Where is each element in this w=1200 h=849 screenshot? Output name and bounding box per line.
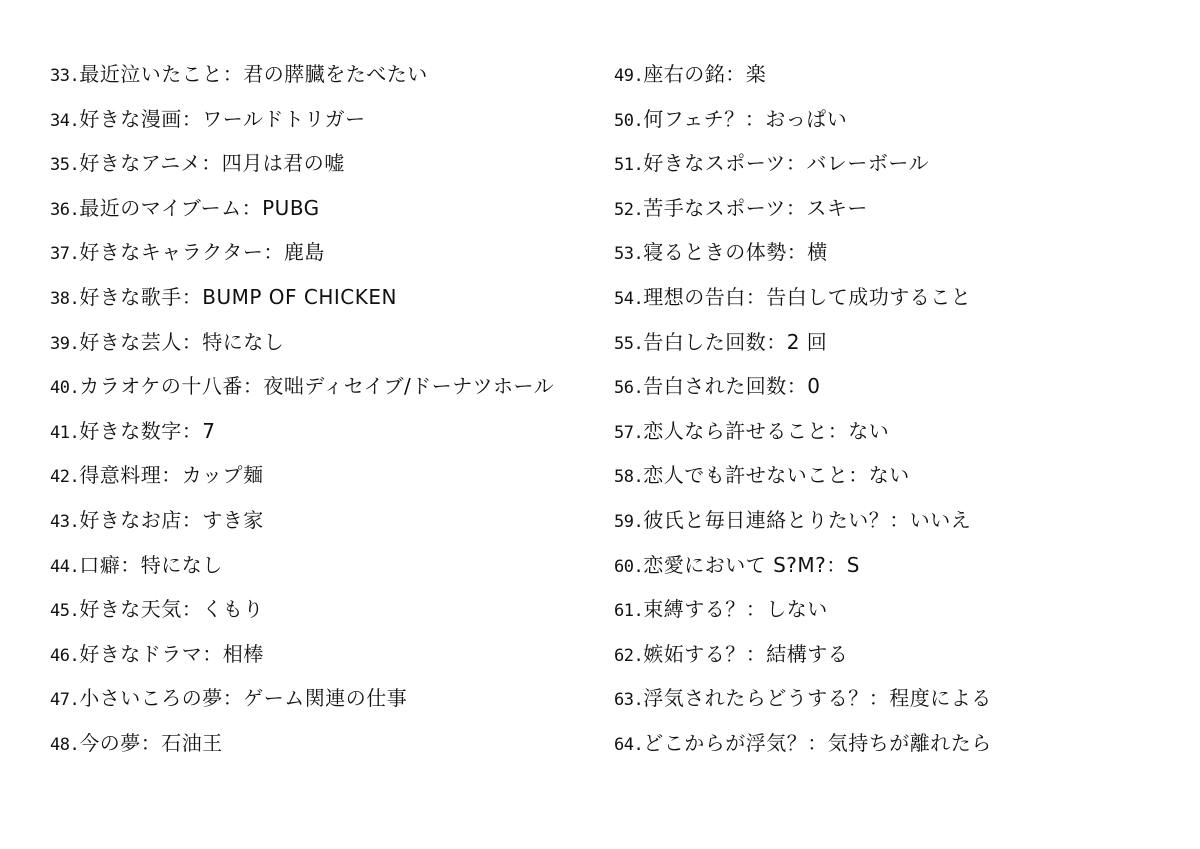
item-number: 35. <box>50 155 80 176</box>
list-item <box>50 412 600 457</box>
item-number: 44. <box>50 556 80 577</box>
item-text: 好きな数字：7 <box>79 418 216 443</box>
item-text: 好きな歌手：BUMP OF CHICKEN <box>79 284 397 309</box>
item-text: 寝るときの体勢：横 <box>643 240 828 265</box>
item-number: 46. <box>50 645 80 666</box>
list-item <box>50 635 600 680</box>
item-number: 58. <box>614 467 644 488</box>
list-item <box>614 724 1174 769</box>
list-item <box>614 144 1174 189</box>
item-number: 57. <box>614 422 644 443</box>
item-text: 好きなアニメ：四月は君の嘘 <box>79 151 345 176</box>
list-item <box>50 456 600 501</box>
item-number: 61. <box>614 601 644 622</box>
item-text: 嫉妬する？：結構する <box>643 641 849 666</box>
list-item <box>50 100 600 145</box>
item-number: 41. <box>50 422 80 443</box>
item-text: 何フェチ？：おっぱい <box>643 106 848 131</box>
list-item <box>614 367 1174 412</box>
item-number: 48. <box>50 734 80 755</box>
item-number: 56. <box>614 378 644 399</box>
right-column <box>614 55 1174 769</box>
item-text: 告白された回数：0 <box>643 374 821 399</box>
list-item <box>614 189 1174 234</box>
item-number: 52. <box>614 199 644 220</box>
item-number: 53. <box>614 244 644 265</box>
list-item <box>50 501 600 546</box>
list-item <box>50 278 600 323</box>
item-number: 51. <box>614 155 644 176</box>
item-text: 好きなキャラクター：鹿島 <box>79 240 325 265</box>
list-item <box>614 635 1174 680</box>
list-item <box>50 546 600 591</box>
item-number: 50. <box>614 110 644 131</box>
item-text: 今の夢：石油王 <box>79 730 223 755</box>
item-text: 好きなスポーツ：バレーボール <box>643 151 930 176</box>
item-number: 38. <box>50 288 80 309</box>
item-text: 理想の告白：告白して成功すること <box>643 284 972 309</box>
list-item <box>50 590 600 635</box>
item-text: 最近泣いたこと：君の膵臓をたべたい <box>79 62 428 86</box>
item-text: 苦手なスポーツ：スキー <box>643 195 868 220</box>
item-number: 54. <box>614 288 644 309</box>
item-number: 36. <box>50 199 80 220</box>
item-text: 浮気されたらどうする？：程度による <box>643 686 992 711</box>
item-number: 39. <box>50 333 80 354</box>
item-text: 恋人なら許せること：ない <box>643 418 890 443</box>
item-text: 告白した回数：2 回 <box>643 329 828 354</box>
item-number: 62. <box>614 645 644 666</box>
item-number: 49. <box>614 66 644 86</box>
item-number: 55. <box>614 333 644 354</box>
list-item <box>614 590 1174 635</box>
list-item <box>614 501 1174 546</box>
item-text: 彼氏と毎日連絡とりたい？：いいえ <box>643 507 972 532</box>
item-number: 37. <box>50 244 80 265</box>
list-item <box>614 456 1174 501</box>
item-number: 42. <box>50 467 80 488</box>
item-text: 最近のマイブーム：PUBG <box>79 195 320 220</box>
item-text: 恋人でも許せないこと：ない <box>643 463 910 488</box>
item-number: 60. <box>614 556 644 577</box>
list-item <box>614 100 1174 145</box>
item-number: 45. <box>50 601 80 622</box>
item-text: 束縛する？：しない <box>643 597 828 622</box>
item-text: 好きなお店：すき家 <box>79 507 264 532</box>
list-item <box>614 412 1174 457</box>
item-number: 63. <box>614 690 644 711</box>
item-text: どこからが浮気？：気持ちが離れたら <box>643 730 992 755</box>
item-text: カラオケの十八番：夜咄ディセイブ/ドーナツホール <box>79 374 555 399</box>
list-item <box>50 55 600 100</box>
list-item <box>614 55 1174 100</box>
item-text: 得意料理：カップ麺 <box>79 463 264 488</box>
list-item <box>614 233 1174 278</box>
list-item <box>614 278 1174 323</box>
item-text: 好きな漫画：ワールドトリガー <box>79 106 366 131</box>
item-number: 59. <box>614 511 644 532</box>
list-item <box>50 367 600 412</box>
list-item <box>50 323 600 368</box>
item-text: 座右の銘：楽 <box>643 62 767 86</box>
item-text: 小さいころの夢：ゲーム関連の仕事 <box>79 686 408 711</box>
item-text: 恋愛において S?M?：S <box>643 552 860 577</box>
list-item <box>50 144 600 189</box>
list-item <box>614 679 1174 724</box>
item-text: 好きなドラマ：相棒 <box>79 641 264 666</box>
list-item <box>50 233 600 278</box>
item-number: 64. <box>614 734 644 755</box>
list-item <box>614 323 1174 368</box>
list-item <box>50 679 600 724</box>
item-text: 好きな天気：くもり <box>79 597 264 622</box>
item-number: 47. <box>50 690 80 711</box>
list-item <box>50 189 600 234</box>
item-text: 口癖：特になし <box>79 552 223 577</box>
list-item <box>50 724 600 769</box>
item-text: 好きな芸人：特になし <box>79 329 285 354</box>
item-number: 40. <box>50 378 80 399</box>
item-number: 43. <box>50 511 80 532</box>
item-number: 34. <box>50 110 80 131</box>
item-number: 33. <box>50 66 80 86</box>
list-item <box>614 546 1174 591</box>
left-column <box>50 55 600 769</box>
